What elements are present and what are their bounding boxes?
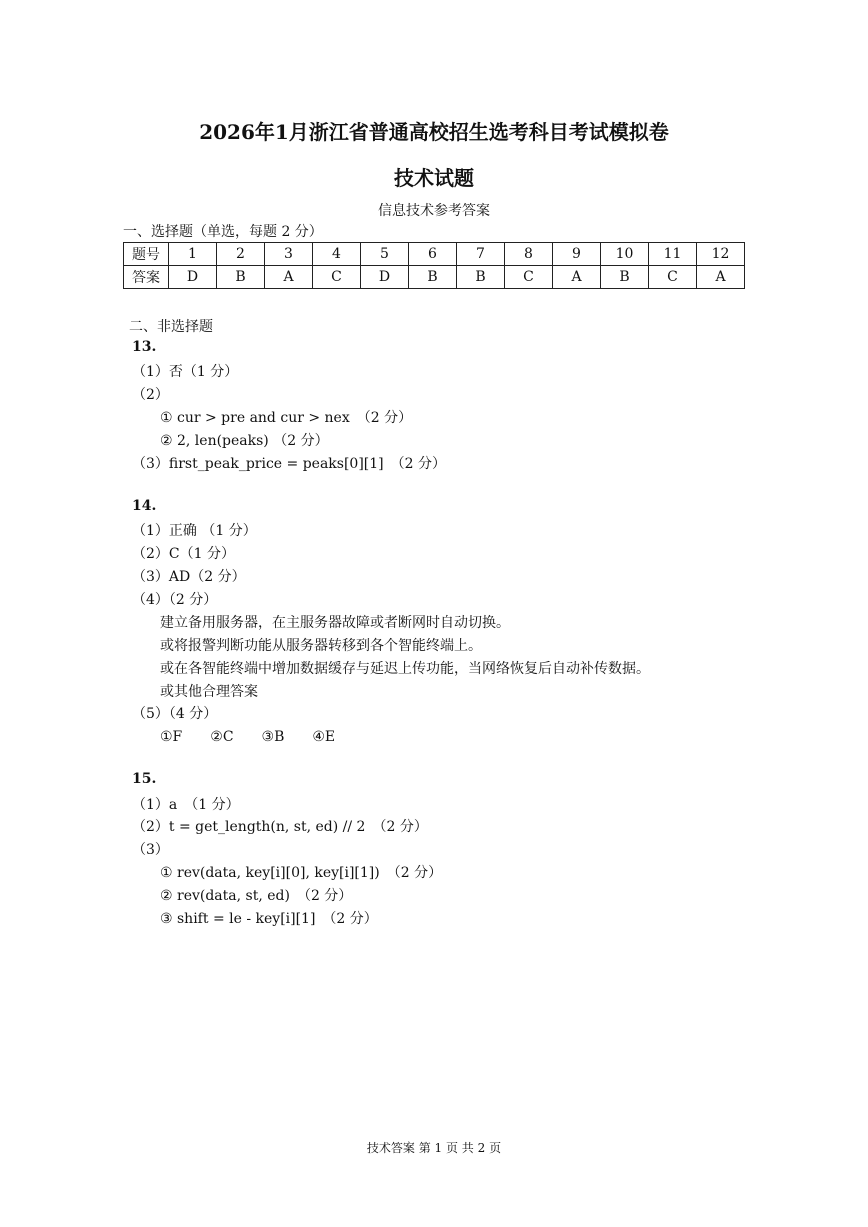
part2-heading: 二、非选择题 xyxy=(129,319,213,335)
answer-row xyxy=(124,266,745,289)
question-number: 9 xyxy=(553,243,601,266)
q13-number: 13. xyxy=(132,339,157,355)
answer-cell: A xyxy=(265,266,313,289)
row-label-question: 题号 xyxy=(124,243,169,266)
q14-line: （3）AD（2 分） xyxy=(132,569,246,585)
q15-line: ② rev(data, st, ed) （2 分） xyxy=(160,888,353,904)
q13-line: （1）否（1 分） xyxy=(132,364,239,380)
question-number: 6 xyxy=(409,243,457,266)
q14-line: （1）正确 （1 分） xyxy=(132,523,257,539)
section-title: 信息技术参考答案 xyxy=(378,203,490,219)
q14-line: （4）（2 分） xyxy=(132,592,218,608)
row-label-answer: 答案 xyxy=(124,266,169,289)
q13-line: ① cur > pre and cur > nex （2 分） xyxy=(160,410,413,426)
answer-cell: C xyxy=(313,266,361,289)
answer-cell: A xyxy=(697,266,745,289)
q15-line: （1）a （1 分） xyxy=(132,797,240,813)
q14-line: 或其他合理答案 xyxy=(160,684,258,700)
exam-title: 2026年1月浙江省普通高校招生选考科目考试模拟卷 xyxy=(199,120,669,144)
question-number: 8 xyxy=(505,243,553,266)
answer-cell: A xyxy=(553,266,601,289)
question-number: 3 xyxy=(265,243,313,266)
answer-cell: B xyxy=(457,266,505,289)
q15-line: （2）t = get_length(n, st, ed) // 2 （2 分） xyxy=(132,819,428,835)
q15-line: （3） xyxy=(132,842,169,858)
q14-line: （5）（4 分） xyxy=(132,706,218,722)
q14-line: （2）C（1 分） xyxy=(132,546,235,562)
exam-subtitle: 技术试题 xyxy=(394,166,474,190)
question-number: 7 xyxy=(457,243,505,266)
q15-number: 15. xyxy=(132,771,157,787)
q15-line: ① rev(data, key[i][0], key[i][1]) （2 分） xyxy=(160,865,443,881)
answer-cell: C xyxy=(649,266,697,289)
q15-line: ③ shift = le - key[i][1] （2 分） xyxy=(160,911,378,927)
answer-cell: B xyxy=(217,266,265,289)
q14-line: 或在各智能终端中增加数据缓存与延迟上传功能，当网络恢复后自动补传数据。 xyxy=(160,661,650,677)
question-number: 10 xyxy=(601,243,649,266)
answer-cell: B xyxy=(601,266,649,289)
q13-line: （3）first_peak_price = peaks[0][1] （2 分） xyxy=(132,456,446,472)
answer-cell: D xyxy=(361,266,409,289)
part1-heading: 一、选择题（单选，每题 2 分） xyxy=(123,224,323,240)
q13-line: ② 2, len(peaks) （2 分） xyxy=(160,433,329,449)
answer-table xyxy=(123,242,745,289)
question-number-row xyxy=(124,243,745,266)
q14-line: ①F ②C ③B ④E xyxy=(160,729,336,745)
q13-line: （2） xyxy=(132,387,169,403)
q14-line: 建立备用服务器，在主服务器故障或者断网时自动切换。 xyxy=(160,615,510,631)
answer-cell: C xyxy=(505,266,553,289)
answer-cell: B xyxy=(409,266,457,289)
q14-line: 或将报警判断功能从服务器转移到各个智能终端上。 xyxy=(160,638,482,654)
question-number: 5 xyxy=(361,243,409,266)
question-number: 11 xyxy=(649,243,697,266)
answer-cell: D xyxy=(169,266,217,289)
question-number: 2 xyxy=(217,243,265,266)
question-number: 1 xyxy=(169,243,217,266)
q14-number: 14. xyxy=(132,498,157,514)
question-number: 4 xyxy=(313,243,361,266)
page-footer: 技术答案 第 1 页 共 2 页 xyxy=(366,1141,502,1155)
question-number: 12 xyxy=(697,243,745,266)
